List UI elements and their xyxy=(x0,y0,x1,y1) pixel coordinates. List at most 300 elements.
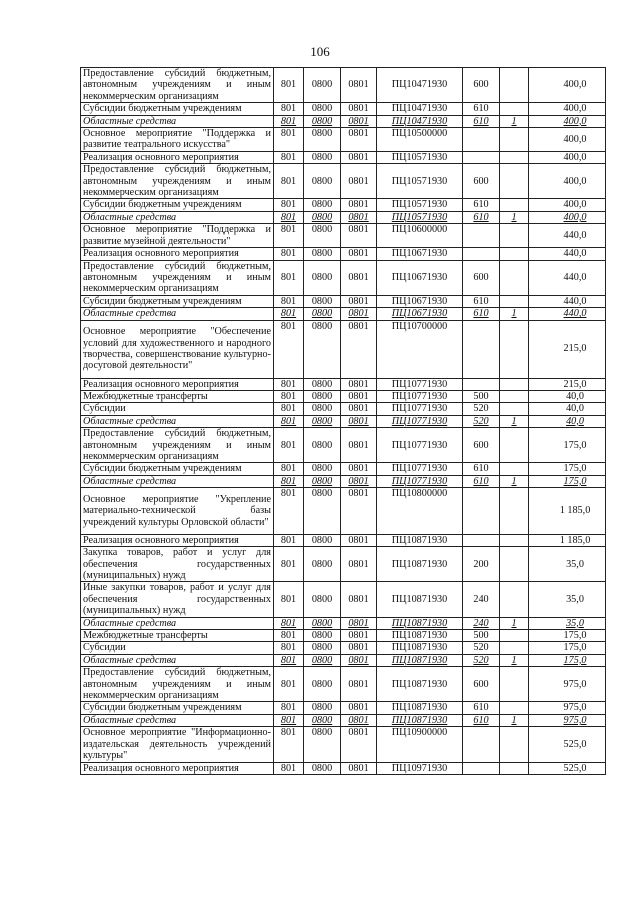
row-ministry-code-cell: 801 xyxy=(274,164,304,199)
row-target-article-cell: ПЦ10671930 xyxy=(377,248,463,260)
row-target-article-cell: ПЦ10871930 xyxy=(377,667,463,702)
row-name-cell: Межбюджетные трансферты xyxy=(81,630,274,642)
table-body xyxy=(81,68,606,775)
table-row xyxy=(81,582,606,617)
row-ministry-code-cell: 801 xyxy=(274,295,304,307)
row-ministry-code-cell: 801 xyxy=(274,211,304,223)
row-subsection-code-cell: 0801 xyxy=(341,547,377,582)
table-row xyxy=(81,68,606,103)
row-target-article-cell: ПЦ10871930 xyxy=(377,702,463,714)
row-name-cell: Областные средства xyxy=(81,415,274,427)
row-target-article-cell: ПЦ10900000 xyxy=(377,727,463,762)
row-target-article-cell: ПЦ10971930 xyxy=(377,762,463,774)
row-section-code-cell: 0800 xyxy=(304,667,341,702)
row-ministry-code-cell: 801 xyxy=(274,128,304,152)
row-funding-source-cell xyxy=(500,378,529,390)
row-section-code-cell: 0800 xyxy=(304,211,341,223)
table-row xyxy=(81,630,606,642)
row-section-code-cell: 0800 xyxy=(304,224,341,248)
row-target-article-cell: ПЦ10471930 xyxy=(377,115,463,127)
row-subsection-code-cell: 0801 xyxy=(341,378,377,390)
row-name-cell: Иные закупки товаров, работ и услуг для обеспечения государственных (муниципальных) нужд xyxy=(81,582,274,617)
row-target-article-cell: ПЦ10471930 xyxy=(377,68,463,103)
row-funding-source-cell xyxy=(500,260,529,295)
row-amount-cell: 400,0 xyxy=(529,164,606,199)
table-row xyxy=(81,199,606,211)
row-target-article-cell: ПЦ10571930 xyxy=(377,211,463,223)
row-subsection-code-cell: 0801 xyxy=(341,248,377,260)
row-name-cell: Реализация основного мероприятия xyxy=(81,762,274,774)
row-subsection-code-cell: 0801 xyxy=(341,68,377,103)
row-target-article-cell: ПЦ10800000 xyxy=(377,488,463,535)
table-row xyxy=(81,415,606,427)
row-expense-type-cell: 240 xyxy=(463,582,500,617)
row-section-code-cell: 0800 xyxy=(304,248,341,260)
table-row xyxy=(81,115,606,127)
row-expense-type-cell: 500 xyxy=(463,630,500,642)
row-amount-cell: 440,0 xyxy=(529,295,606,307)
row-name-cell: Областные средства xyxy=(81,654,274,666)
row-section-code-cell: 0800 xyxy=(304,403,341,415)
row-subsection-code-cell: 0801 xyxy=(341,475,377,487)
row-target-article-cell: ПЦ10571930 xyxy=(377,199,463,211)
row-funding-source-cell xyxy=(500,762,529,774)
row-target-article-cell: ПЦ10671930 xyxy=(377,260,463,295)
row-expense-type-cell: 600 xyxy=(463,260,500,295)
table-row xyxy=(81,667,606,702)
row-ministry-code-cell: 801 xyxy=(274,68,304,103)
row-expense-type-cell: 600 xyxy=(463,667,500,702)
row-ministry-code-cell: 801 xyxy=(274,428,304,463)
row-ministry-code-cell: 801 xyxy=(274,582,304,617)
row-amount-cell: 400,0 xyxy=(529,199,606,211)
row-target-article-cell: ПЦ10571930 xyxy=(377,164,463,199)
row-target-article-cell: ПЦ10871930 xyxy=(377,582,463,617)
table-row xyxy=(81,463,606,475)
row-expense-type-cell: 520 xyxy=(463,403,500,415)
row-subsection-code-cell: 0801 xyxy=(341,151,377,163)
row-name-cell: Межбюджетные трансферты xyxy=(81,390,274,402)
table-row xyxy=(81,475,606,487)
row-name-cell: Основное мероприятие "Информационно-издательская деятельность учреждений культуры" xyxy=(81,727,274,762)
row-target-article-cell: ПЦ10600000 xyxy=(377,224,463,248)
row-expense-type-cell: 500 xyxy=(463,390,500,402)
page-number: 106 xyxy=(310,44,330,59)
table-row xyxy=(81,308,606,320)
row-target-article-cell: ПЦ10771930 xyxy=(377,428,463,463)
row-section-code-cell: 0800 xyxy=(304,630,341,642)
row-target-article-cell: ПЦ10871930 xyxy=(377,534,463,546)
row-subsection-code-cell: 0801 xyxy=(341,128,377,152)
row-ministry-code-cell: 801 xyxy=(274,260,304,295)
row-section-code-cell: 0800 xyxy=(304,115,341,127)
row-name-cell: Предоставление субсидий бюджетным, автономным учреждениям и иным некоммерческим организациям xyxy=(81,164,274,199)
row-funding-source-cell xyxy=(500,295,529,307)
row-section-code-cell: 0800 xyxy=(304,654,341,666)
row-target-article-cell: ПЦ10871930 xyxy=(377,617,463,629)
row-name-cell: Реализация основного мероприятия xyxy=(81,378,274,390)
row-expense-type-cell: 600 xyxy=(463,164,500,199)
row-ministry-code-cell: 801 xyxy=(274,488,304,535)
row-expense-type-cell: 610 xyxy=(463,475,500,487)
row-name-cell: Субсидии бюджетным учреждениям xyxy=(81,199,274,211)
row-section-code-cell: 0800 xyxy=(304,714,341,726)
row-expense-type-cell xyxy=(463,727,500,762)
row-target-article-cell: ПЦ10771930 xyxy=(377,475,463,487)
table-row xyxy=(81,547,606,582)
row-amount-cell: 215,0 xyxy=(529,378,606,390)
row-section-code-cell: 0800 xyxy=(304,488,341,535)
table-row xyxy=(81,428,606,463)
row-ministry-code-cell: 801 xyxy=(274,403,304,415)
row-target-article-cell: ПЦ10871930 xyxy=(377,642,463,654)
row-ministry-code-cell: 801 xyxy=(274,762,304,774)
row-subsection-code-cell: 0801 xyxy=(341,103,377,115)
row-amount-cell: 400,0 xyxy=(529,115,606,127)
row-funding-source-cell: 1 xyxy=(500,475,529,487)
row-ministry-code-cell: 801 xyxy=(274,534,304,546)
row-amount-cell: 35,0 xyxy=(529,582,606,617)
row-section-code-cell: 0800 xyxy=(304,128,341,152)
row-name-cell: Областные средства xyxy=(81,115,274,127)
row-target-article-cell: ПЦ10771930 xyxy=(377,415,463,427)
row-funding-source-cell xyxy=(500,103,529,115)
row-amount-cell: 440,0 xyxy=(529,224,606,248)
row-funding-source-cell xyxy=(500,224,529,248)
row-amount-cell: 975,0 xyxy=(529,667,606,702)
table-row xyxy=(81,727,606,762)
row-amount-cell: 175,0 xyxy=(529,654,606,666)
row-subsection-code-cell: 0801 xyxy=(341,164,377,199)
row-amount-cell: 175,0 xyxy=(529,630,606,642)
row-expense-type-cell xyxy=(463,534,500,546)
row-name-cell: Субсидии xyxy=(81,403,274,415)
row-ministry-code-cell: 801 xyxy=(274,199,304,211)
row-funding-source-cell xyxy=(500,534,529,546)
row-expense-type-cell xyxy=(463,128,500,152)
row-expense-type-cell xyxy=(463,224,500,248)
row-ministry-code-cell: 801 xyxy=(274,115,304,127)
row-funding-source-cell xyxy=(500,582,529,617)
row-funding-source-cell xyxy=(500,630,529,642)
row-funding-source-cell: 1 xyxy=(500,617,529,629)
row-ministry-code-cell: 801 xyxy=(274,415,304,427)
row-amount-cell: 175,0 xyxy=(529,475,606,487)
row-ministry-code-cell: 801 xyxy=(274,390,304,402)
table-row xyxy=(81,378,606,390)
table-row xyxy=(81,320,606,378)
row-expense-type-cell xyxy=(463,488,500,535)
row-subsection-code-cell: 0801 xyxy=(341,642,377,654)
row-expense-type-cell: 520 xyxy=(463,415,500,427)
row-subsection-code-cell: 0801 xyxy=(341,428,377,463)
row-amount-cell: 525,0 xyxy=(529,727,606,762)
row-subsection-code-cell: 0801 xyxy=(341,630,377,642)
row-section-code-cell: 0800 xyxy=(304,617,341,629)
row-ministry-code-cell: 801 xyxy=(274,224,304,248)
table-row xyxy=(81,654,606,666)
row-ministry-code-cell: 801 xyxy=(274,617,304,629)
row-amount-cell: 440,0 xyxy=(529,308,606,320)
row-ministry-code-cell: 801 xyxy=(274,463,304,475)
row-subsection-code-cell: 0801 xyxy=(341,224,377,248)
row-name-cell: Реализация основного мероприятия xyxy=(81,534,274,546)
row-funding-source-cell: 1 xyxy=(500,415,529,427)
row-subsection-code-cell: 0801 xyxy=(341,308,377,320)
row-expense-type-cell: 610 xyxy=(463,115,500,127)
row-expense-type-cell xyxy=(463,762,500,774)
row-ministry-code-cell: 801 xyxy=(274,714,304,726)
row-subsection-code-cell: 0801 xyxy=(341,654,377,666)
row-funding-source-cell xyxy=(500,547,529,582)
row-ministry-code-cell: 801 xyxy=(274,547,304,582)
row-amount-cell: 175,0 xyxy=(529,463,606,475)
row-name-cell: Субсидии бюджетным учреждениям xyxy=(81,702,274,714)
row-amount-cell: 975,0 xyxy=(529,714,606,726)
table-row xyxy=(81,714,606,726)
row-name-cell: Закупка товаров, работ и услуг для обеспечения государственных (муниципальных) нужд xyxy=(81,547,274,582)
table-row xyxy=(81,762,606,774)
row-funding-source-cell xyxy=(500,151,529,163)
table-row xyxy=(81,128,606,152)
row-section-code-cell: 0800 xyxy=(304,308,341,320)
row-target-article-cell: ПЦ10500000 xyxy=(377,128,463,152)
row-amount-cell: 35,0 xyxy=(529,547,606,582)
row-expense-type-cell: 610 xyxy=(463,199,500,211)
row-funding-source-cell: 1 xyxy=(500,714,529,726)
table-row xyxy=(81,642,606,654)
row-funding-source-cell xyxy=(500,642,529,654)
row-amount-cell: 400,0 xyxy=(529,68,606,103)
row-subsection-code-cell: 0801 xyxy=(341,702,377,714)
row-expense-type-cell: 200 xyxy=(463,547,500,582)
row-target-article-cell: ПЦ10871930 xyxy=(377,630,463,642)
row-target-article-cell: ПЦ10700000 xyxy=(377,320,463,378)
row-subsection-code-cell: 0801 xyxy=(341,199,377,211)
row-subsection-code-cell: 0801 xyxy=(341,714,377,726)
row-ministry-code-cell: 801 xyxy=(274,630,304,642)
table-row xyxy=(81,211,606,223)
row-name-cell: Областные средства xyxy=(81,617,274,629)
row-subsection-code-cell: 0801 xyxy=(341,415,377,427)
table-row xyxy=(81,295,606,307)
row-amount-cell: 40,0 xyxy=(529,415,606,427)
table-row xyxy=(81,403,606,415)
row-subsection-code-cell: 0801 xyxy=(341,463,377,475)
row-subsection-code-cell: 0801 xyxy=(341,762,377,774)
row-expense-type-cell xyxy=(463,248,500,260)
row-ministry-code-cell: 801 xyxy=(274,308,304,320)
row-amount-cell: 440,0 xyxy=(529,260,606,295)
row-expense-type-cell: 610 xyxy=(463,702,500,714)
row-funding-source-cell: 1 xyxy=(500,115,529,127)
row-section-code-cell: 0800 xyxy=(304,378,341,390)
table-row xyxy=(81,534,606,546)
table-row xyxy=(81,260,606,295)
row-section-code-cell: 0800 xyxy=(304,390,341,402)
row-funding-source-cell xyxy=(500,428,529,463)
row-amount-cell: 215,0 xyxy=(529,320,606,378)
row-funding-source-cell xyxy=(500,702,529,714)
row-section-code-cell: 0800 xyxy=(304,534,341,546)
row-ministry-code-cell: 801 xyxy=(274,702,304,714)
row-expense-type-cell xyxy=(463,378,500,390)
row-section-code-cell: 0800 xyxy=(304,260,341,295)
row-name-cell: Предоставление субсидий бюджетным, автономным учреждениям и иным некоммерческим организациям xyxy=(81,68,274,103)
row-name-cell: Предоставление субсидий бюджетным, автономным учреждениям и иным некоммерческим организациям xyxy=(81,667,274,702)
row-target-article-cell: ПЦ10671930 xyxy=(377,295,463,307)
row-expense-type-cell: 610 xyxy=(463,211,500,223)
table-row xyxy=(81,224,606,248)
row-subsection-code-cell: 0801 xyxy=(341,727,377,762)
row-funding-source-cell xyxy=(500,199,529,211)
table-row xyxy=(81,488,606,535)
row-amount-cell: 175,0 xyxy=(529,642,606,654)
row-section-code-cell: 0800 xyxy=(304,475,341,487)
row-section-code-cell: 0800 xyxy=(304,164,341,199)
row-subsection-code-cell: 0801 xyxy=(341,488,377,535)
row-ministry-code-cell: 801 xyxy=(274,654,304,666)
row-name-cell: Основное мероприятие "Поддержка и развитие театрального искусства" xyxy=(81,128,274,152)
row-amount-cell: 40,0 xyxy=(529,403,606,415)
row-section-code-cell: 0800 xyxy=(304,68,341,103)
row-section-code-cell: 0800 xyxy=(304,295,341,307)
row-subsection-code-cell: 0801 xyxy=(341,295,377,307)
row-target-article-cell: ПЦ10671930 xyxy=(377,308,463,320)
row-amount-cell: 440,0 xyxy=(529,248,606,260)
row-name-cell: Субсидии бюджетным учреждениям xyxy=(81,463,274,475)
row-amount-cell: 400,0 xyxy=(529,211,606,223)
row-funding-source-cell xyxy=(500,390,529,402)
row-ministry-code-cell: 801 xyxy=(274,667,304,702)
row-funding-source-cell xyxy=(500,164,529,199)
row-ministry-code-cell: 801 xyxy=(274,320,304,378)
row-funding-source-cell: 1 xyxy=(500,308,529,320)
row-funding-source-cell xyxy=(500,488,529,535)
row-name-cell: Предоставление субсидий бюджетным, автономным учреждениям и иным некоммерческим организациям xyxy=(81,260,274,295)
row-target-article-cell: ПЦ10471930 xyxy=(377,103,463,115)
row-target-article-cell: ПЦ10771930 xyxy=(377,378,463,390)
row-name-cell: Областные средства xyxy=(81,475,274,487)
row-funding-source-cell xyxy=(500,667,529,702)
row-expense-type-cell xyxy=(463,151,500,163)
row-name-cell: Областные средства xyxy=(81,308,274,320)
row-section-code-cell: 0800 xyxy=(304,642,341,654)
row-funding-source-cell xyxy=(500,320,529,378)
table-row xyxy=(81,103,606,115)
row-funding-source-cell xyxy=(500,68,529,103)
row-expense-type-cell: 610 xyxy=(463,103,500,115)
row-name-cell: Субсидии бюджетным учреждениям xyxy=(81,103,274,115)
row-funding-source-cell xyxy=(500,727,529,762)
row-amount-cell: 35,0 xyxy=(529,617,606,629)
row-subsection-code-cell: 0801 xyxy=(341,260,377,295)
row-name-cell: Субсидии xyxy=(81,642,274,654)
row-subsection-code-cell: 0801 xyxy=(341,534,377,546)
row-target-article-cell: ПЦ10871930 xyxy=(377,547,463,582)
row-expense-type-cell: 240 xyxy=(463,617,500,629)
row-subsection-code-cell: 0801 xyxy=(341,617,377,629)
row-subsection-code-cell: 0801 xyxy=(341,211,377,223)
row-section-code-cell: 0800 xyxy=(304,762,341,774)
table-row xyxy=(81,164,606,199)
table-row xyxy=(81,248,606,260)
row-ministry-code-cell: 801 xyxy=(274,642,304,654)
row-name-cell: Основное мероприятие "Поддержка и развитие музейной деятельности" xyxy=(81,224,274,248)
row-section-code-cell: 0800 xyxy=(304,151,341,163)
row-expense-type-cell: 610 xyxy=(463,714,500,726)
row-name-cell: Основное мероприятие "Укрепление материально-технической базы учреждений культуры Орловской области" xyxy=(81,488,274,535)
row-target-article-cell: ПЦ10771930 xyxy=(377,390,463,402)
table-row xyxy=(81,151,606,163)
row-target-article-cell: ПЦ10771930 xyxy=(377,403,463,415)
row-expense-type-cell: 600 xyxy=(463,68,500,103)
row-expense-type-cell: 600 xyxy=(463,428,500,463)
row-subsection-code-cell: 0801 xyxy=(341,667,377,702)
row-target-article-cell: ПЦ10871930 xyxy=(377,714,463,726)
row-name-cell: Реализация основного мероприятия xyxy=(81,151,274,163)
row-section-code-cell: 0800 xyxy=(304,428,341,463)
row-funding-source-cell: 1 xyxy=(500,654,529,666)
row-section-code-cell: 0800 xyxy=(304,582,341,617)
row-amount-cell: 1 185,0 xyxy=(529,488,606,535)
row-amount-cell: 400,0 xyxy=(529,103,606,115)
row-funding-source-cell: 1 xyxy=(500,211,529,223)
row-target-article-cell: ПЦ10871930 xyxy=(377,654,463,666)
row-name-cell: Субсидии бюджетным учреждениям xyxy=(81,295,274,307)
row-amount-cell: 400,0 xyxy=(529,128,606,152)
row-expense-type-cell: 520 xyxy=(463,654,500,666)
row-subsection-code-cell: 0801 xyxy=(341,403,377,415)
row-section-code-cell: 0800 xyxy=(304,103,341,115)
row-amount-cell: 175,0 xyxy=(529,428,606,463)
row-ministry-code-cell: 801 xyxy=(274,378,304,390)
row-amount-cell: 525,0 xyxy=(529,762,606,774)
row-section-code-cell: 0800 xyxy=(304,415,341,427)
table-row xyxy=(81,617,606,629)
row-subsection-code-cell: 0801 xyxy=(341,320,377,378)
row-name-cell: Реализация основного мероприятия xyxy=(81,248,274,260)
row-ministry-code-cell: 801 xyxy=(274,475,304,487)
row-expense-type-cell: 610 xyxy=(463,295,500,307)
row-amount-cell: 1 185,0 xyxy=(529,534,606,546)
row-funding-source-cell xyxy=(500,403,529,415)
row-section-code-cell: 0800 xyxy=(304,320,341,378)
row-target-article-cell: ПЦ10571930 xyxy=(377,151,463,163)
row-target-article-cell: ПЦ10771930 xyxy=(377,463,463,475)
budget-table xyxy=(80,67,606,775)
row-section-code-cell: 0800 xyxy=(304,463,341,475)
row-section-code-cell: 0800 xyxy=(304,727,341,762)
row-ministry-code-cell: 801 xyxy=(274,727,304,762)
row-name-cell: Областные средства xyxy=(81,211,274,223)
row-amount-cell: 40,0 xyxy=(529,390,606,402)
row-amount-cell: 975,0 xyxy=(529,702,606,714)
table-row xyxy=(81,390,606,402)
row-funding-source-cell xyxy=(500,463,529,475)
row-ministry-code-cell: 801 xyxy=(274,151,304,163)
row-section-code-cell: 0800 xyxy=(304,547,341,582)
table-row xyxy=(81,702,606,714)
row-ministry-code-cell: 801 xyxy=(274,248,304,260)
row-ministry-code-cell: 801 xyxy=(274,103,304,115)
row-expense-type-cell: 520 xyxy=(463,642,500,654)
row-section-code-cell: 0800 xyxy=(304,702,341,714)
row-name-cell: Областные средства xyxy=(81,714,274,726)
row-name-cell: Предоставление субсидий бюджетным, автономным учреждениям и иным некоммерческим организациям xyxy=(81,428,274,463)
row-funding-source-cell xyxy=(500,248,529,260)
row-expense-type-cell xyxy=(463,320,500,378)
